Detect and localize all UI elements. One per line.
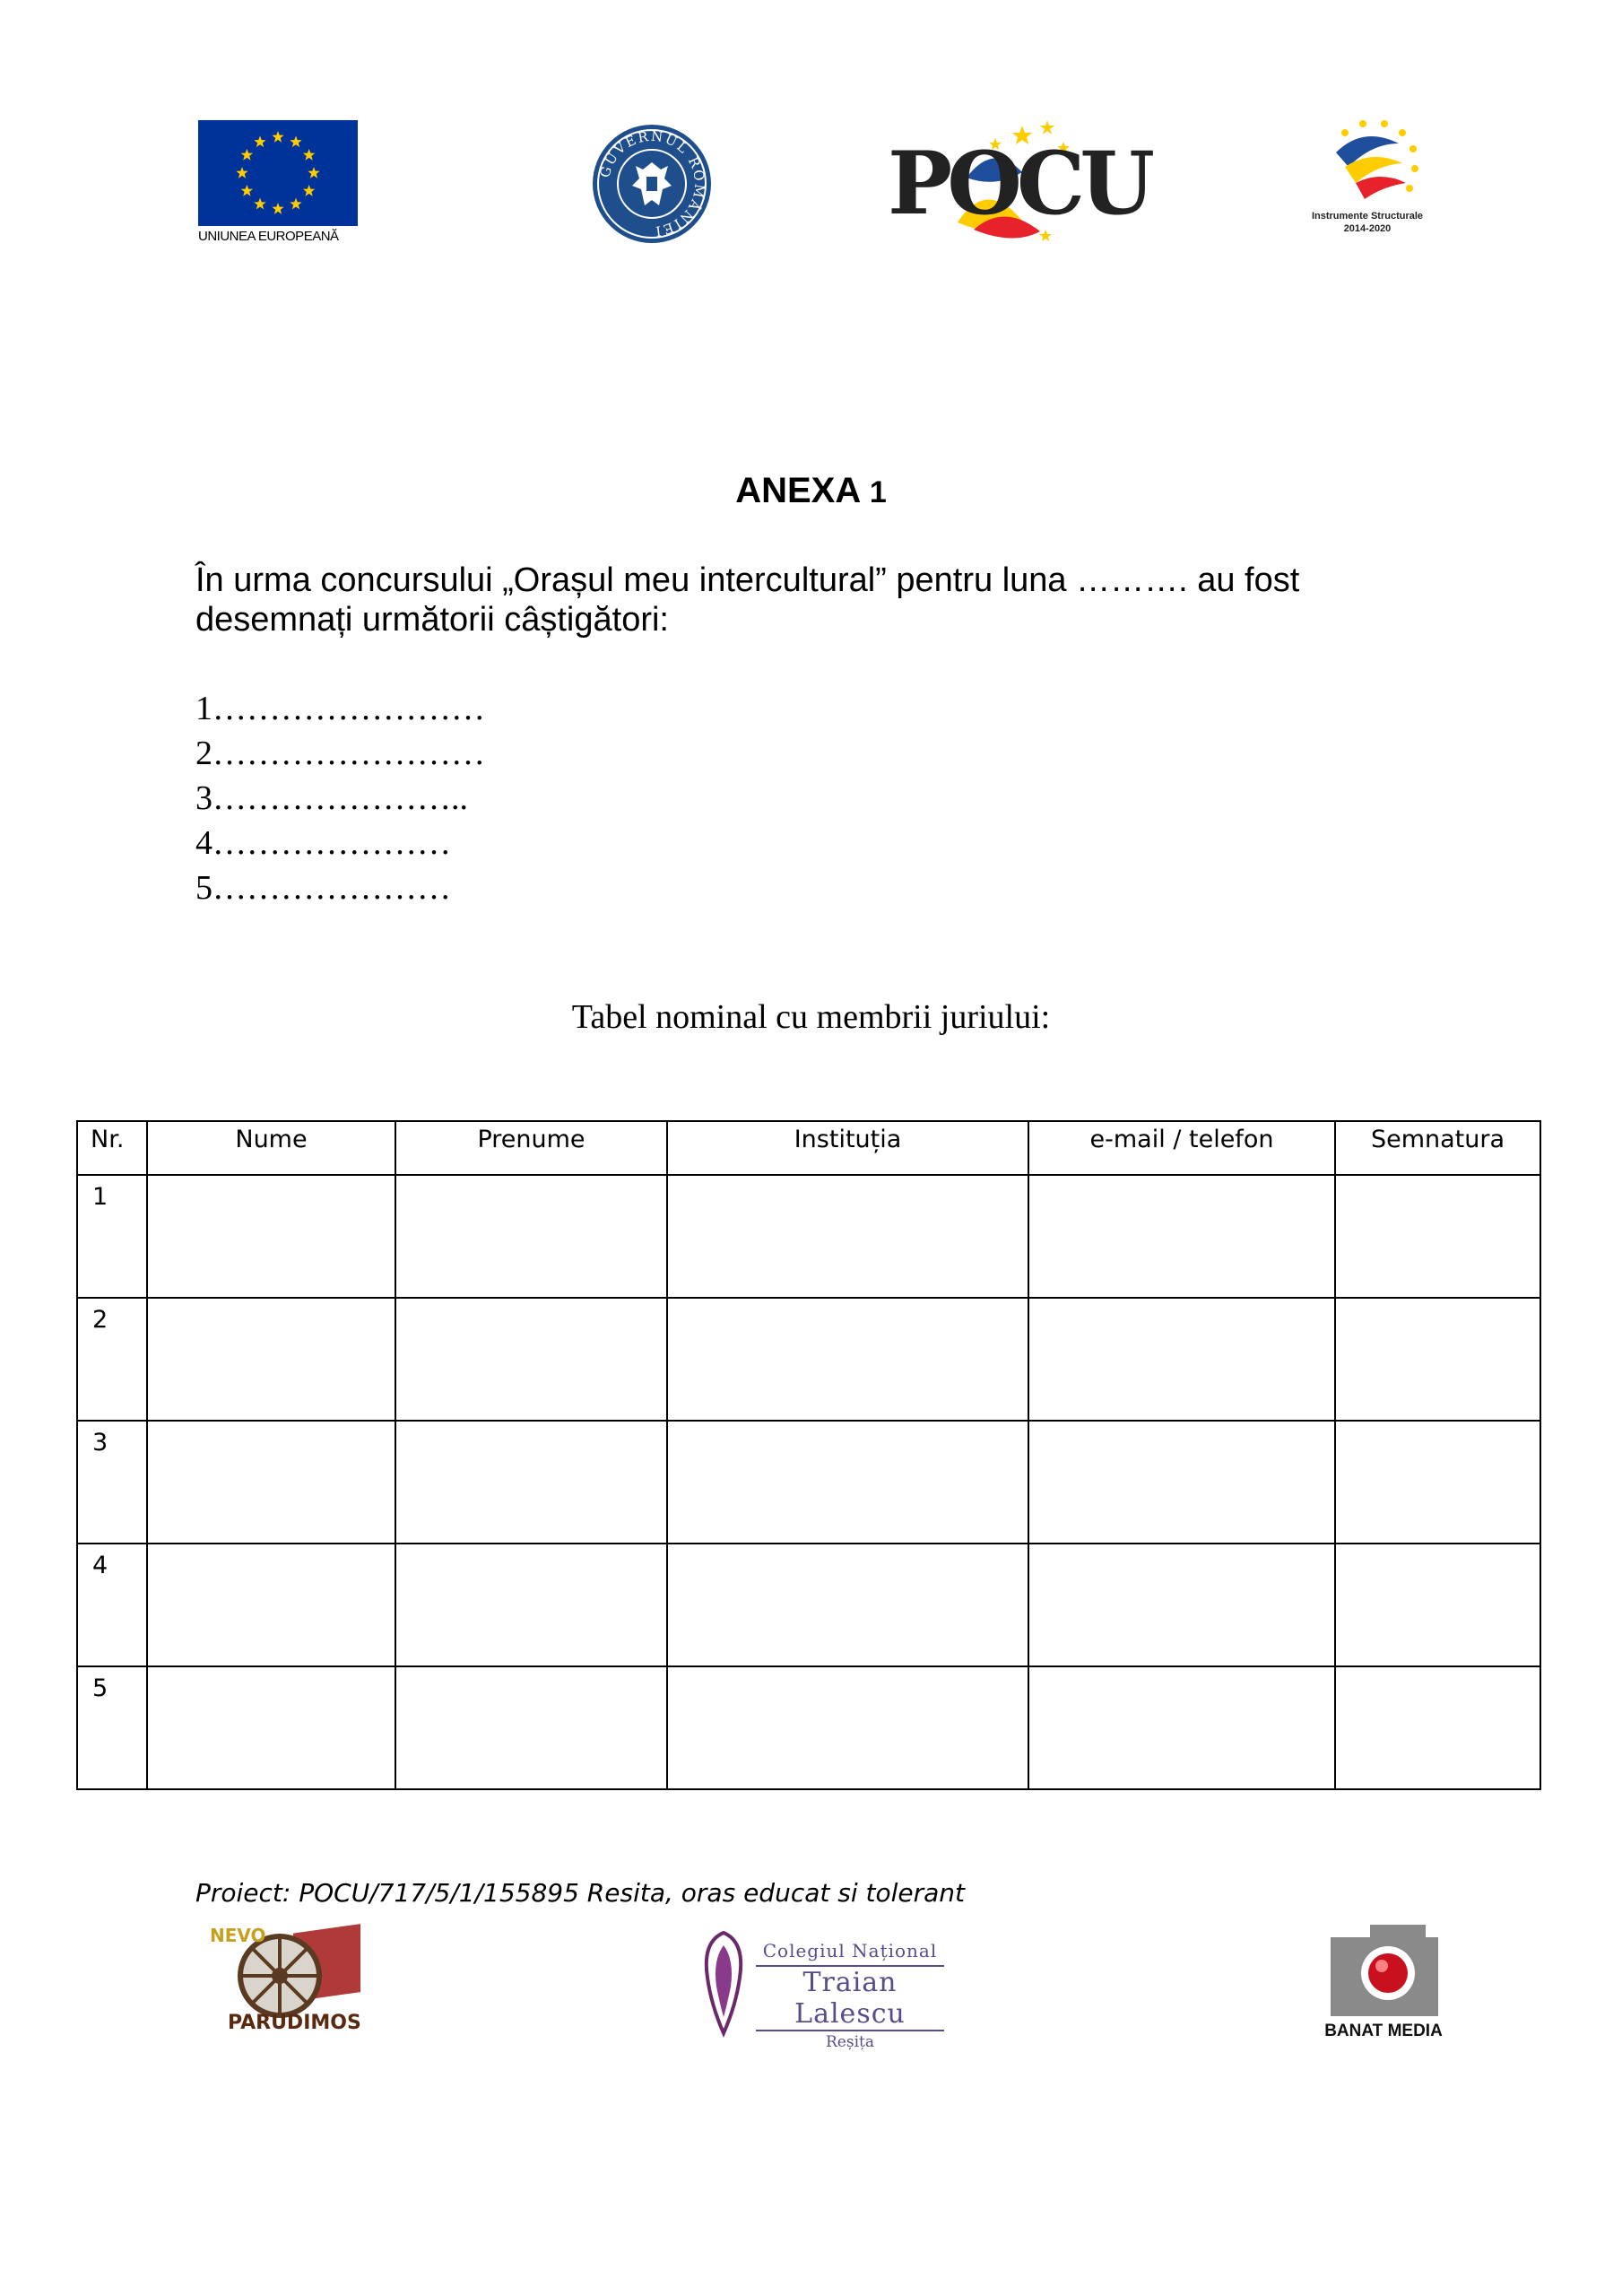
cell-email-telefon[interactable]: [1028, 1544, 1335, 1666]
cell-institutia[interactable]: [667, 1175, 1028, 1298]
cell-prenume[interactable]: [395, 1175, 667, 1298]
structural-instruments-logo: [1291, 117, 1444, 251]
cell-nume[interactable]: [147, 1298, 395, 1421]
cell-institutia[interactable]: [667, 1544, 1028, 1666]
cell-nume[interactable]: [147, 1666, 395, 1789]
nevo-parudimos-logo: [208, 1924, 369, 2040]
cell-institutia[interactable]: [667, 1666, 1028, 1789]
header-prenume: Prenume: [395, 1121, 667, 1175]
cell-prenume[interactable]: [395, 1666, 667, 1789]
colegiul-national-logo: [695, 1924, 946, 2051]
row-number: 3: [77, 1421, 147, 1544]
header-semnatura: Semnatura: [1335, 1121, 1540, 1175]
cell-email-telefon[interactable]: [1028, 1175, 1335, 1298]
cell-institutia[interactable]: [667, 1298, 1028, 1421]
winner-line: 4…………………: [195, 824, 451, 862]
parudimos-text: PARUDIMOS: [228, 2012, 361, 2034]
document-title: [0, 471, 1622, 511]
header-nr: Nr.: [77, 1121, 147, 1175]
row-number: 5: [77, 1666, 147, 1789]
row-number: 4: [77, 1544, 147, 1666]
pocu-wordmark: POCU: [888, 133, 1149, 234]
winners-list: [195, 686, 485, 910]
colegiul-national-wordmark: Colegiul Național Traian Lalescu Reșița: [756, 1940, 944, 2051]
cell-semnatura[interactable]: [1335, 1544, 1540, 1666]
row-number: 1: [77, 1175, 147, 1298]
structural-instruments-swoosh-icon: [1309, 117, 1426, 206]
header-email-telefon: e-mail / telefon: [1028, 1121, 1335, 1175]
cell-semnatura[interactable]: [1335, 1666, 1540, 1789]
project-reference: Proiect: POCU/717/5/1/155895 Resita, oras educat si tolerant: [195, 1878, 966, 1908]
winner-line: 5…………………: [195, 869, 451, 907]
title-text: ANEXA: [735, 471, 860, 510]
table-row: [77, 1544, 1540, 1666]
government-seal-icon: [591, 123, 713, 245]
table-row: [77, 1666, 1540, 1789]
cell-semnatura[interactable]: [1335, 1298, 1540, 1421]
cell-email-telefon[interactable]: [1028, 1666, 1335, 1789]
table-header-row: [77, 1121, 1540, 1175]
table-row: [77, 1421, 1540, 1544]
nevo-text: NEVO: [210, 1925, 266, 1946]
cell-institutia[interactable]: [667, 1421, 1028, 1544]
banat-media-logo: [1316, 1921, 1451, 2047]
header-institutia: Instituția: [667, 1121, 1028, 1175]
cell-nume[interactable]: [147, 1544, 395, 1666]
jury-table: [76, 1120, 1541, 1790]
cell-semnatura[interactable]: [1335, 1421, 1540, 1544]
intro-paragraph: În urma concursului „Orașul meu intercultural” pentru luna ………. au fost desemnați următorii câștigători:: [195, 561, 1300, 639]
winner-line: 3…………………..: [195, 779, 468, 817]
gov-ring-text: GUVERNUL ROMÂNIEI: [596, 127, 708, 240]
government-of-romania-logo: [591, 123, 713, 245]
row-number: 2: [77, 1298, 147, 1421]
banat-media-icon: [1325, 1921, 1442, 2020]
eu-caption: UNIUNEA EUROPEANĂ: [198, 229, 339, 244]
cell-prenume[interactable]: [395, 1298, 667, 1421]
table-row: [77, 1298, 1540, 1421]
cell-semnatura[interactable]: [1335, 1175, 1540, 1298]
pocu-logo: [888, 115, 1149, 245]
cell-prenume[interactable]: [395, 1544, 667, 1666]
structural-instruments-caption: Instrumente Structurale 2014-2020: [1311, 211, 1424, 234]
eu-flag-icon: [198, 120, 358, 226]
phoenix-crest-icon: [695, 1924, 752, 2040]
cell-nume[interactable]: [147, 1175, 395, 1298]
banat-media-caption: BANAT MEDIA: [1324, 2022, 1443, 2040]
title-number: 1: [869, 475, 887, 509]
header-nume: Nume: [147, 1121, 395, 1175]
winner-line: 2……………………: [195, 735, 485, 772]
cell-email-telefon[interactable]: [1028, 1298, 1335, 1421]
winner-line: 1……………………: [195, 690, 485, 727]
table-caption: Tabel nominal cu membrii juriului:: [571, 998, 1051, 1036]
eu-logo: [198, 120, 358, 246]
table-row: [77, 1175, 1540, 1298]
cell-prenume[interactable]: [395, 1421, 667, 1544]
cell-nume[interactable]: [147, 1421, 395, 1544]
cell-email-telefon[interactable]: [1028, 1421, 1335, 1544]
